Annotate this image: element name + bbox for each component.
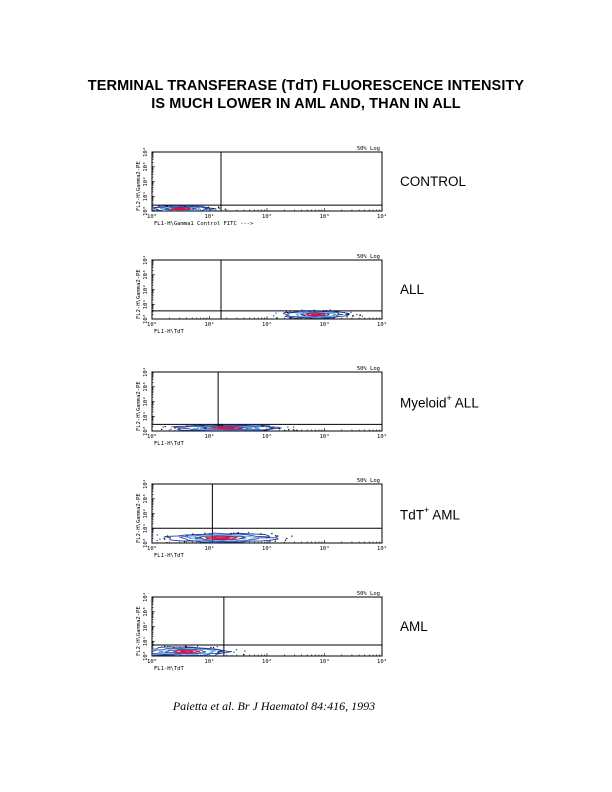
event-dot bbox=[270, 541, 271, 542]
y-tick-label: 10⁰ bbox=[143, 206, 149, 216]
scatter-plot bbox=[130, 364, 392, 451]
event-dot bbox=[222, 425, 223, 426]
y-tick-label: 10² bbox=[143, 621, 149, 632]
y-axis-label: FL2-H\Gamma2-PE bbox=[136, 606, 142, 656]
event-dot bbox=[210, 647, 211, 648]
event-dot bbox=[293, 429, 294, 430]
event-dot bbox=[196, 206, 197, 207]
contour-line bbox=[213, 537, 229, 538]
event-dot bbox=[191, 658, 192, 659]
event-dot bbox=[167, 646, 168, 647]
event-dot bbox=[233, 652, 234, 653]
event-dot bbox=[333, 311, 334, 312]
plot-frame bbox=[152, 372, 382, 431]
event-dot bbox=[184, 541, 185, 542]
event-dot bbox=[188, 212, 189, 213]
panel-label-suffix: ALL bbox=[451, 395, 479, 411]
event-dot bbox=[197, 432, 198, 433]
event-dot bbox=[186, 212, 187, 213]
contour-line bbox=[181, 651, 194, 652]
y-tick-label: 10⁰ bbox=[143, 314, 149, 324]
event-dot bbox=[279, 428, 280, 429]
event-dot bbox=[208, 207, 209, 208]
event-dot bbox=[204, 544, 205, 545]
event-dot bbox=[236, 649, 237, 650]
panel-label-text: Myeloid bbox=[400, 395, 447, 411]
x-tick-label: 10⁰ bbox=[147, 546, 157, 552]
scatter-plot bbox=[130, 476, 392, 563]
scale-label: 50% Log bbox=[356, 366, 380, 372]
event-dot bbox=[326, 310, 327, 311]
event-dot bbox=[287, 427, 288, 428]
event-dot bbox=[157, 540, 158, 541]
x-tick-label: 10⁴ bbox=[377, 214, 387, 220]
event-dot bbox=[244, 650, 245, 651]
event-dot bbox=[164, 539, 165, 540]
event-dot bbox=[314, 310, 315, 311]
x-tick-label: 10¹ bbox=[204, 434, 215, 440]
x-tick-label: 10² bbox=[262, 322, 272, 328]
event-dot bbox=[275, 313, 276, 314]
event-dot bbox=[149, 655, 150, 656]
event-dot bbox=[314, 311, 315, 312]
event-dot bbox=[189, 205, 190, 206]
x-tick-label: 10⁰ bbox=[147, 434, 157, 440]
y-tick-label: 10³ bbox=[143, 161, 149, 172]
event-dot bbox=[170, 205, 171, 206]
y-tick-label: 10¹ bbox=[143, 191, 149, 202]
event-dot bbox=[175, 205, 176, 206]
x-tick-label: 10² bbox=[262, 434, 272, 440]
event-dot bbox=[336, 311, 337, 312]
page-title-line-2: IS MUCH LOWER IN AML AND, THAN IN ALL bbox=[151, 96, 461, 112]
scale-label: 50% Log bbox=[356, 254, 380, 260]
x-tick-label: 10¹ bbox=[204, 322, 215, 328]
y-tick-label: 10⁰ bbox=[143, 651, 149, 661]
contour-line bbox=[176, 208, 185, 209]
event-dot bbox=[202, 544, 203, 545]
event-dot bbox=[175, 428, 176, 429]
y-tick-label: 10² bbox=[143, 508, 149, 519]
y-tick-label: 10¹ bbox=[143, 523, 149, 534]
event-dot bbox=[231, 533, 232, 534]
event-dot bbox=[149, 536, 150, 537]
event-dot bbox=[330, 310, 331, 311]
panel-label-text: TdT bbox=[400, 507, 425, 523]
event-dot bbox=[277, 535, 278, 536]
event-dot bbox=[182, 212, 183, 213]
event-dot bbox=[271, 533, 272, 534]
event-dot bbox=[195, 425, 196, 426]
event-dot bbox=[329, 311, 330, 312]
citation: Paietta et al. Br J Haematol 84:416, 1993 bbox=[172, 699, 376, 713]
event-dot bbox=[161, 213, 162, 214]
event-dot bbox=[157, 534, 158, 535]
y-tick-label: 10² bbox=[143, 284, 149, 295]
event-dot bbox=[167, 535, 168, 536]
event-dot bbox=[164, 658, 165, 659]
y-tick-label: 10⁴ bbox=[143, 255, 149, 265]
event-dot bbox=[287, 312, 288, 313]
event-dot bbox=[197, 646, 198, 647]
event-dot bbox=[275, 541, 276, 542]
event-dot bbox=[181, 213, 182, 214]
panel-label bbox=[400, 619, 428, 634]
x-tick-label: 10¹ bbox=[204, 659, 215, 665]
event-dot bbox=[122, 652, 123, 653]
scale-label: 50% Log bbox=[356, 146, 380, 152]
event-dot bbox=[285, 540, 286, 541]
panel-label-superscript: + bbox=[446, 393, 452, 403]
y-axis-label: FL2-H\Gamma2-PE bbox=[136, 161, 142, 211]
event-dot bbox=[168, 212, 169, 213]
panel-label bbox=[400, 174, 466, 189]
event-dot bbox=[213, 647, 214, 648]
x-tick-label: 10³ bbox=[319, 214, 330, 220]
event-dot bbox=[219, 208, 220, 209]
x-tick-label: 10² bbox=[262, 214, 272, 220]
event-dot bbox=[150, 536, 151, 537]
event-dot bbox=[218, 207, 219, 208]
event-dot bbox=[170, 429, 171, 430]
event-dot bbox=[296, 430, 297, 431]
event-dot bbox=[222, 657, 223, 658]
event-dot bbox=[159, 212, 160, 213]
event-dot bbox=[161, 646, 162, 647]
event-dot bbox=[233, 533, 234, 534]
event-dot bbox=[276, 536, 277, 537]
event-dot bbox=[273, 427, 274, 428]
event-dot bbox=[175, 657, 176, 658]
event-dot bbox=[167, 205, 168, 206]
event-dot bbox=[159, 205, 160, 206]
event-dot bbox=[262, 426, 263, 427]
y-tick-label: 10⁴ bbox=[143, 147, 149, 157]
x-tick-label: 10³ bbox=[319, 659, 330, 665]
y-tick-label: 10⁰ bbox=[143, 426, 149, 436]
plot-frame bbox=[152, 152, 382, 211]
y-tick-label: 10⁰ bbox=[143, 538, 149, 548]
event-dot bbox=[206, 544, 207, 545]
event-dot bbox=[293, 426, 294, 427]
panel-all bbox=[130, 252, 425, 339]
event-dot bbox=[149, 536, 150, 537]
event-dot bbox=[159, 539, 160, 540]
event-dot bbox=[269, 426, 270, 427]
y-axis-label: FL2-H\Gamma2-PE bbox=[136, 269, 142, 319]
panel-label-text: CONTROL bbox=[400, 174, 467, 189]
x-tick-label: 10⁰ bbox=[147, 322, 157, 328]
x-tick-label: 10¹ bbox=[204, 214, 215, 220]
event-dot bbox=[325, 320, 326, 321]
scatter-plot bbox=[130, 144, 392, 231]
event-dot bbox=[219, 425, 220, 426]
event-dot bbox=[225, 209, 226, 210]
event-dot bbox=[324, 311, 325, 312]
event-dot bbox=[213, 208, 214, 209]
contour-line bbox=[220, 428, 235, 429]
event-dot bbox=[291, 317, 292, 318]
event-dot bbox=[291, 536, 292, 537]
y-tick-label: 10² bbox=[143, 396, 149, 407]
page-title-line-1: TERMINAL TRANSFERASE (TdT) FLUORESCENCE INTENSITY bbox=[87, 78, 525, 94]
x-tick-label: 10¹ bbox=[204, 546, 215, 552]
event-dot bbox=[173, 647, 174, 648]
event-dot bbox=[348, 313, 349, 314]
y-tick-label: 10⁴ bbox=[143, 592, 149, 602]
panel-label-superscript: + bbox=[424, 505, 430, 515]
y-tick-label: 10⁴ bbox=[143, 367, 149, 377]
panel-label bbox=[400, 394, 479, 411]
y-axis-label: FL2-H\Gamma2-PE bbox=[136, 493, 142, 543]
event-dot bbox=[180, 206, 181, 207]
event-dot bbox=[245, 432, 246, 433]
panel-label bbox=[400, 282, 424, 297]
panel-control bbox=[130, 144, 467, 231]
y-tick-label: 10³ bbox=[143, 381, 149, 392]
event-dot bbox=[198, 658, 199, 659]
event-dot bbox=[286, 538, 287, 539]
cell-population-contours bbox=[161, 424, 297, 433]
panel-aml bbox=[130, 589, 428, 676]
scatter-plot bbox=[130, 589, 392, 676]
event-dot bbox=[286, 311, 287, 312]
y-tick-label: 10¹ bbox=[143, 411, 149, 422]
x-axis-label: FL1-H\TdT bbox=[154, 666, 184, 672]
x-tick-label: 10⁴ bbox=[377, 546, 387, 552]
event-dot bbox=[200, 424, 201, 425]
event-dot bbox=[362, 316, 363, 317]
event-dot bbox=[346, 316, 347, 317]
event-dot bbox=[180, 647, 181, 648]
event-dot bbox=[323, 310, 324, 311]
event-dot bbox=[214, 212, 215, 213]
event-dot bbox=[150, 207, 151, 208]
scale-label: 50% Log bbox=[356, 591, 380, 597]
panel-label-text: ALL bbox=[400, 282, 425, 297]
event-dot bbox=[218, 431, 219, 432]
event-dot bbox=[169, 646, 170, 647]
event-dot bbox=[273, 315, 274, 316]
plot-frame bbox=[152, 260, 382, 319]
event-dot bbox=[150, 208, 151, 209]
event-dot bbox=[215, 210, 216, 211]
event-dot bbox=[226, 432, 227, 433]
panel-label-text: AML bbox=[400, 619, 428, 634]
event-dot bbox=[187, 425, 188, 426]
x-axis-label: FL1-H\TdT bbox=[154, 329, 184, 335]
event-dot bbox=[301, 319, 302, 320]
event-dot bbox=[266, 542, 267, 543]
scale-label: 50% Log bbox=[356, 478, 380, 484]
x-tick-label: 10³ bbox=[319, 546, 330, 552]
event-dot bbox=[277, 317, 278, 318]
event-dot bbox=[243, 654, 244, 655]
event-dot bbox=[268, 541, 269, 542]
event-dot bbox=[260, 534, 261, 535]
event-dot bbox=[192, 534, 193, 535]
y-tick-label: 10¹ bbox=[143, 636, 149, 647]
event-dot bbox=[217, 646, 218, 647]
y-tick-label: 10³ bbox=[143, 269, 149, 280]
event-dot bbox=[238, 533, 239, 534]
x-tick-label: 10⁰ bbox=[147, 659, 157, 665]
event-dot bbox=[150, 211, 151, 212]
x-tick-label: 10⁴ bbox=[377, 659, 387, 665]
event-dot bbox=[165, 426, 166, 427]
event-dot bbox=[202, 205, 203, 206]
event-dot bbox=[236, 533, 237, 534]
x-tick-label: 10⁰ bbox=[147, 214, 157, 220]
event-dot bbox=[186, 646, 187, 647]
event-dot bbox=[186, 432, 187, 433]
y-tick-label: 10³ bbox=[143, 493, 149, 504]
event-dot bbox=[185, 206, 186, 207]
x-tick-label: 10² bbox=[262, 546, 272, 552]
panel-label bbox=[400, 506, 460, 523]
event-dot bbox=[289, 311, 290, 312]
y-tick-label: 10³ bbox=[143, 606, 149, 617]
event-dot bbox=[248, 532, 249, 533]
event-dot bbox=[350, 312, 351, 313]
event-dot bbox=[204, 533, 205, 534]
event-dot bbox=[174, 426, 175, 427]
event-dot bbox=[143, 649, 144, 650]
x-tick-label: 10⁴ bbox=[377, 322, 387, 328]
event-dot bbox=[246, 431, 247, 432]
y-tick-label: 10¹ bbox=[143, 299, 149, 310]
x-tick-label: 10² bbox=[262, 659, 272, 665]
event-dot bbox=[168, 657, 169, 658]
y-axis-label: FL2-H\Gamma2-PE bbox=[136, 381, 142, 431]
event-dot bbox=[133, 655, 134, 656]
plot-frame bbox=[152, 484, 382, 543]
x-axis-label: FL1-H\TdT bbox=[154, 553, 184, 559]
x-axis-label: FL1-H\Gamma1 Control FITC ---> bbox=[154, 221, 254, 227]
x-tick-label: 10⁴ bbox=[377, 434, 387, 440]
event-dot bbox=[180, 213, 181, 214]
event-dot bbox=[202, 425, 203, 426]
x-axis-label: FL1-H\TdT bbox=[154, 441, 184, 447]
panel-tdt bbox=[130, 476, 461, 563]
event-dot bbox=[161, 429, 162, 430]
event-dot bbox=[171, 426, 172, 427]
event-dot bbox=[163, 426, 164, 427]
contour-line bbox=[311, 314, 320, 315]
y-tick-label: 10² bbox=[143, 176, 149, 187]
event-dot bbox=[301, 310, 302, 311]
event-dot bbox=[168, 213, 169, 214]
event-dot bbox=[170, 213, 171, 214]
event-dot bbox=[288, 429, 289, 430]
event-dot bbox=[352, 315, 353, 316]
panel-myeloid bbox=[130, 364, 479, 451]
event-dot bbox=[191, 212, 192, 213]
scatter-plot bbox=[130, 252, 392, 339]
event-dot bbox=[360, 315, 361, 316]
y-tick-label: 10⁴ bbox=[143, 479, 149, 489]
panel-label-suffix: AML bbox=[429, 507, 461, 523]
event-dot bbox=[356, 314, 357, 315]
event-dot bbox=[164, 646, 165, 647]
event-dot bbox=[344, 312, 345, 313]
x-tick-label: 10³ bbox=[319, 322, 330, 328]
x-tick-label: 10³ bbox=[319, 434, 330, 440]
